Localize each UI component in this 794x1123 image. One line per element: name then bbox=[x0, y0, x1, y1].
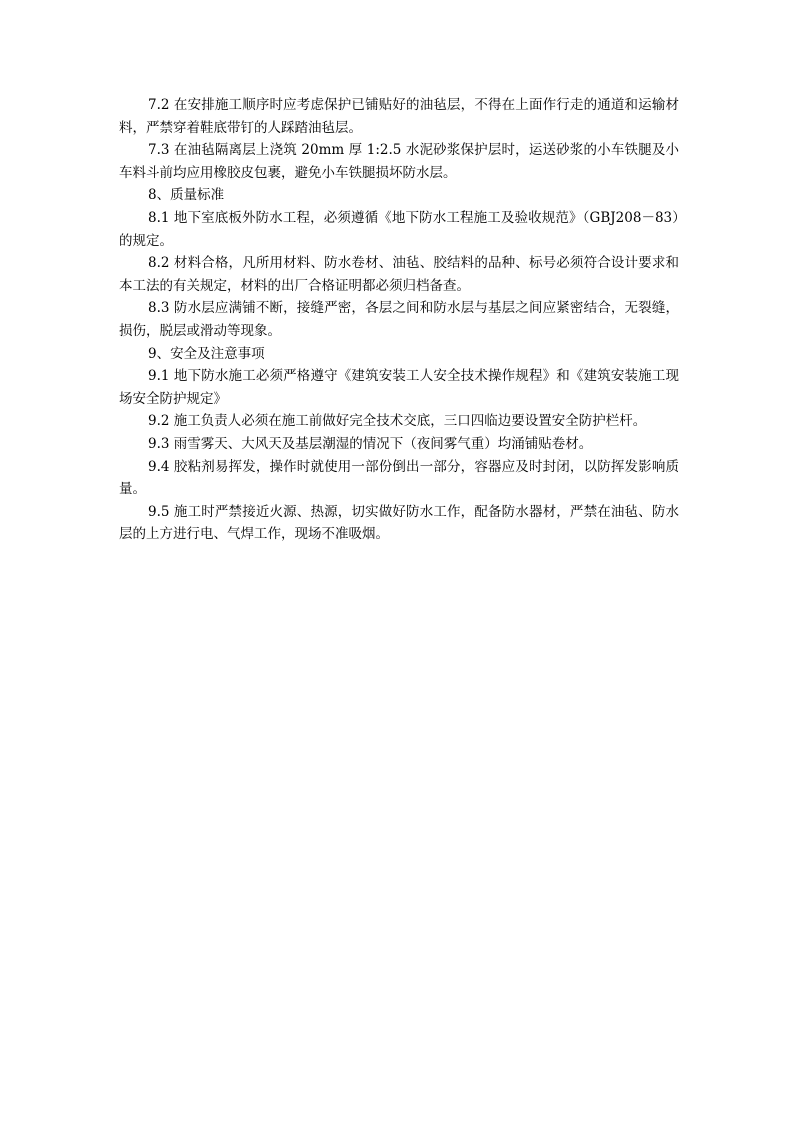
paragraph-9-1: 9.1 地下防水施工必须严格遵守《建筑安装工人安全技术操作规程》和《建筑安装施工现场安全防护规定》 bbox=[119, 368, 679, 407]
section-heading-quality-standard: 8、质量标准 bbox=[148, 187, 225, 204]
paragraph-9-3: 9.3 雨雪雾天、大风天及基层潮湿的情况下（夜间雾气重）均涌铺贴卷材。 bbox=[148, 435, 593, 452]
paragraph-8-2: 8.2 材料合格，凡所用材料、防水卷材、油毡、胶结料的品种、标号必须符合设计要求和本工法的有关规定，材料的出厂合格证明都必须归档备查。 bbox=[119, 255, 679, 294]
document-body bbox=[119, 94, 679, 546]
paragraph-9-4: 9.4 胶粘剂易挥发，操作时就使用一部份倒出一部分，容器应及时封闭，以防挥发影响质量。 bbox=[119, 458, 679, 498]
paragraph-7-2: 7.2 在安排施工顺序时应考虑保护已铺贴好的油毡层，不得在上面作行走的通道和运输材料，严禁穿着鞋底带钉的人踩踏油毡层。 bbox=[119, 97, 679, 136]
paragraph-7-3: 7.3 在油毡隔离层上浇筑 20mm 厚 1:2.5 水泥砂浆保护层时，运送砂浆的小车铁腿及小车料斗前均应用橡胶皮包裹，避免小车铁腿损坏防水层。 bbox=[119, 142, 679, 181]
paragraph-9-5: 9.5 施工时严禁接近火源、热源，切实做好防水工作，配备防水器材，严禁在油毡、防水层的上方进行电、气焊工作，现场不准吸烟。 bbox=[119, 503, 679, 543]
paragraph-9-2: 9.2 施工负责人必须在施工前做好完全技术交底，三口四临边要设置安全防护栏杆。 bbox=[148, 413, 647, 430]
paragraph-8-1: 8.1 地下室底板外防水工程，必须遵循《地下防水工程施工及验收规范》（GBJ208－83）的规定。 bbox=[119, 209, 679, 249]
section-heading-safety: 9、安全及注意事项 bbox=[148, 345, 265, 362]
paragraph-8-3: 8.3 防水层应满铺不断，接缝严密，各层之间和防水层与基层之间应紧密结合，无裂缝，损伤，脱层或滑动等现象。 bbox=[119, 300, 679, 339]
